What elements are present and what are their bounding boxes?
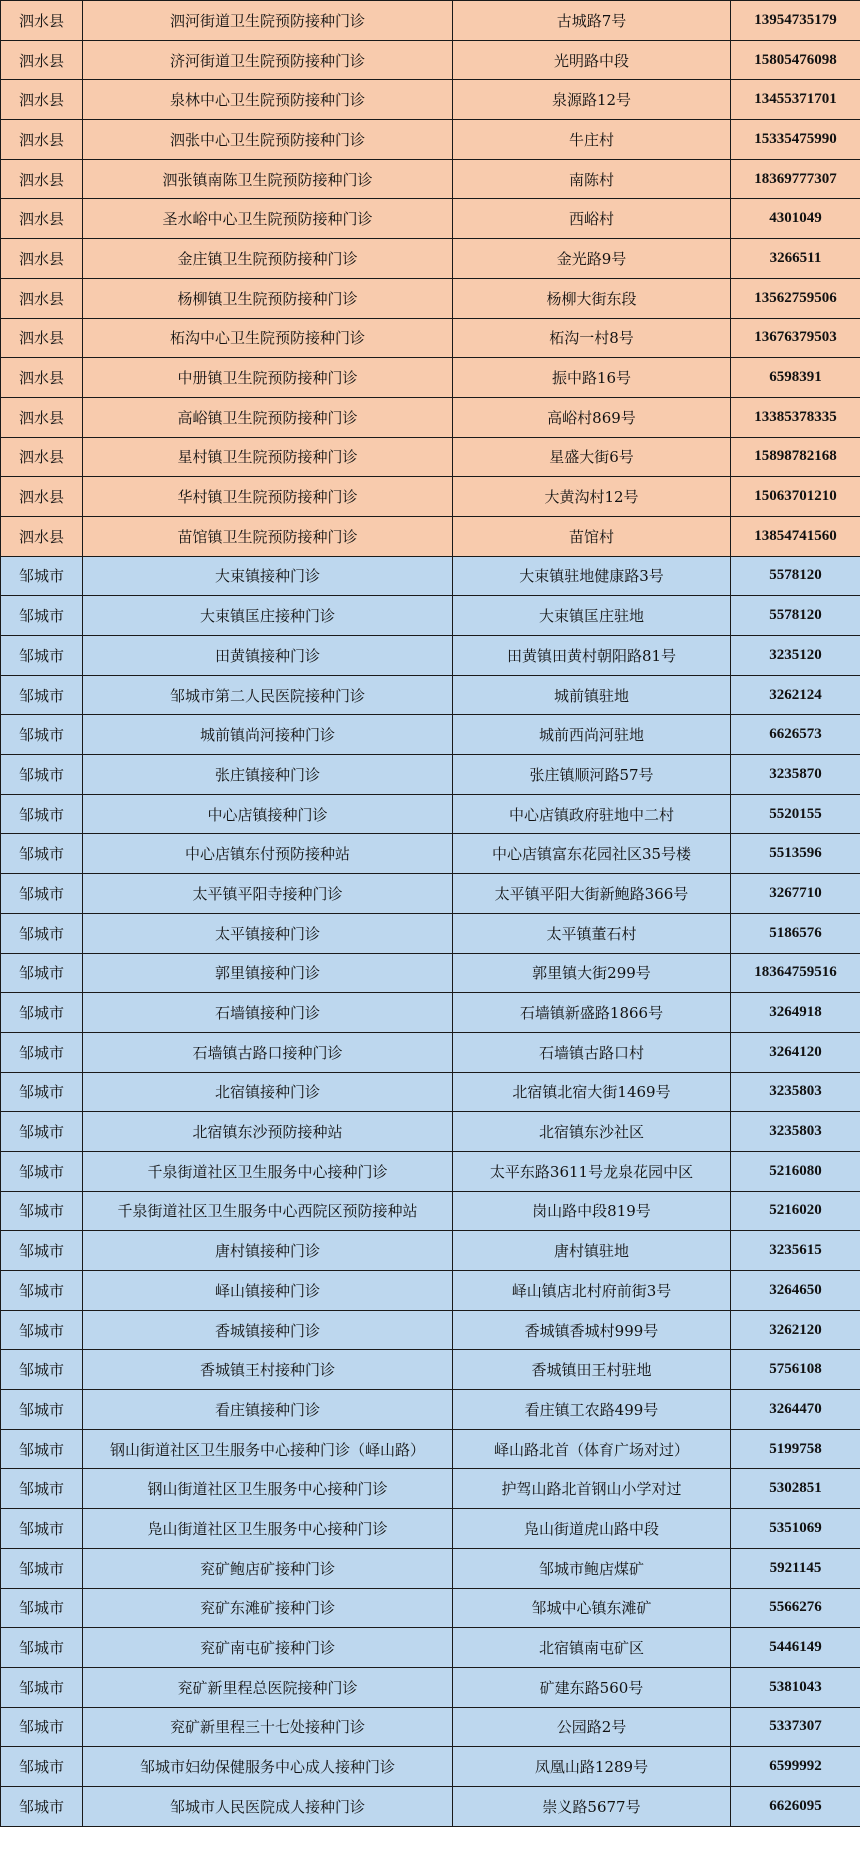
clinic-name-cell: 泗张中心卫生院预防接种门诊 [83, 120, 453, 160]
phone-cell: 3264470 [731, 1390, 860, 1430]
county-cell: 邹城市 [1, 1707, 83, 1747]
clinic-name-cell: 石墙镇古路口接种门诊 [83, 1032, 453, 1072]
address-cell: 高峪村869号 [453, 397, 731, 437]
county-cell: 邹城市 [1, 913, 83, 953]
phone-cell: 3235870 [731, 755, 860, 795]
table-row [1, 874, 860, 914]
address-cell: 崇义路5677号 [453, 1786, 731, 1826]
clinic-name-cell: 郭里镇接种门诊 [83, 953, 453, 993]
address-cell: 大黄沟村12号 [453, 477, 731, 517]
clinic-name-cell: 大束镇接种门诊 [83, 556, 453, 596]
address-cell: 城前西尚河驻地 [453, 715, 731, 755]
phone-cell: 13954735179 [731, 1, 860, 41]
phone-cell: 6626095 [731, 1786, 860, 1826]
county-cell: 邹城市 [1, 755, 83, 795]
table-row [1, 1628, 860, 1668]
county-cell: 邹城市 [1, 675, 83, 715]
county-cell: 邹城市 [1, 1667, 83, 1707]
table-row [1, 278, 860, 318]
table-row [1, 1588, 860, 1628]
table-row [1, 556, 860, 596]
address-cell: 峄山路北首（体育广场对过） [453, 1429, 731, 1469]
county-cell: 邹城市 [1, 1469, 83, 1509]
clinic-name-cell: 苗馆镇卫生院预防接种门诊 [83, 516, 453, 556]
clinic-name-cell: 金庄镇卫生院预防接种门诊 [83, 239, 453, 279]
phone-cell: 3235120 [731, 636, 860, 676]
address-cell: 泉源路12号 [453, 80, 731, 120]
table-row [1, 80, 860, 120]
address-cell: 城前镇驻地 [453, 675, 731, 715]
county-cell: 邹城市 [1, 794, 83, 834]
phone-cell: 6598391 [731, 358, 860, 398]
county-cell: 邹城市 [1, 1191, 83, 1231]
address-cell: 柘沟一村8号 [453, 318, 731, 358]
address-cell: 邹城中心镇东滩矿 [453, 1588, 731, 1628]
phone-cell: 5186576 [731, 913, 860, 953]
table-row [1, 318, 860, 358]
phone-cell: 3267710 [731, 874, 860, 914]
clinic-name-cell: 兖矿南屯矿接种门诊 [83, 1628, 453, 1668]
table-row [1, 1072, 860, 1112]
phone-cell: 5337307 [731, 1707, 860, 1747]
phone-cell: 15063701210 [731, 477, 860, 517]
address-cell: 郭里镇大街299号 [453, 953, 731, 993]
address-cell: 大束镇匡庄驻地 [453, 596, 731, 636]
address-cell: 石墙镇新盛路1866号 [453, 993, 731, 1033]
county-cell: 邹城市 [1, 715, 83, 755]
table-row [1, 159, 860, 199]
table-row [1, 675, 860, 715]
address-cell: 张庄镇顺河路57号 [453, 755, 731, 795]
phone-cell: 5216080 [731, 1151, 860, 1191]
address-cell: 护驾山路北首钢山小学对过 [453, 1469, 731, 1509]
clinic-name-cell: 中心店镇接种门诊 [83, 794, 453, 834]
address-cell: 牛庄村 [453, 120, 731, 160]
county-cell: 邹城市 [1, 1548, 83, 1588]
clinic-name-cell: 兖矿鲍店矿接种门诊 [83, 1548, 453, 1588]
county-cell: 泗水县 [1, 358, 83, 398]
phone-cell: 3235615 [731, 1231, 860, 1271]
table-row [1, 1707, 860, 1747]
clinic-name-cell: 兖矿新里程总医院接种门诊 [83, 1667, 453, 1707]
clinic-name-cell: 北宿镇接种门诊 [83, 1072, 453, 1112]
clinic-name-cell: 张庄镇接种门诊 [83, 755, 453, 795]
table-row [1, 1151, 860, 1191]
phone-cell: 18364759516 [731, 953, 860, 993]
address-cell: 峄山镇店北村府前街3号 [453, 1271, 731, 1311]
clinic-name-cell: 柘沟中心卫生院预防接种门诊 [83, 318, 453, 358]
county-cell: 邹城市 [1, 1390, 83, 1430]
table-row [1, 239, 860, 279]
table-row [1, 1112, 860, 1152]
phone-cell: 6599992 [731, 1747, 860, 1787]
phone-cell: 13854741560 [731, 516, 860, 556]
phone-cell: 5578120 [731, 596, 860, 636]
clinic-name-cell: 中心店镇东付预防接种站 [83, 834, 453, 874]
county-cell: 泗水县 [1, 159, 83, 199]
clinic-name-cell: 田黄镇接种门诊 [83, 636, 453, 676]
phone-cell: 13562759506 [731, 278, 860, 318]
clinic-name-cell: 中册镇卫生院预防接种门诊 [83, 358, 453, 398]
county-cell: 邹城市 [1, 1072, 83, 1112]
address-cell: 田黄镇田黄村朝阳路81号 [453, 636, 731, 676]
clinic-name-cell: 太平镇接种门诊 [83, 913, 453, 953]
phone-cell: 3262120 [731, 1310, 860, 1350]
phone-cell: 5520155 [731, 794, 860, 834]
address-cell: 金光路9号 [453, 239, 731, 279]
clinic-name-cell: 北宿镇东沙预防接种站 [83, 1112, 453, 1152]
phone-cell: 13455371701 [731, 80, 860, 120]
phone-cell: 5566276 [731, 1588, 860, 1628]
phone-cell: 5199758 [731, 1429, 860, 1469]
clinic-name-cell: 星村镇卫生院预防接种门诊 [83, 437, 453, 477]
clinic-name-cell: 华村镇卫生院预防接种门诊 [83, 477, 453, 517]
table-row [1, 199, 860, 239]
clinic-name-cell: 钢山街道社区卫生服务中心接种门诊 [83, 1469, 453, 1509]
table-row [1, 1548, 860, 1588]
clinic-name-cell: 城前镇尚河接种门诊 [83, 715, 453, 755]
county-cell: 泗水县 [1, 1, 83, 41]
county-cell: 邹城市 [1, 834, 83, 874]
phone-cell: 15898782168 [731, 437, 860, 477]
clinic-name-cell: 太平镇平阳寺接种门诊 [83, 874, 453, 914]
county-cell: 邹城市 [1, 953, 83, 993]
address-cell: 中心店镇富东花园社区35号楼 [453, 834, 731, 874]
table-row [1, 834, 860, 874]
table-row [1, 715, 860, 755]
address-cell: 香城镇香城村999号 [453, 1310, 731, 1350]
county-cell: 邹城市 [1, 636, 83, 676]
clinic-name-cell: 千泉街道社区卫生服务中心接种门诊 [83, 1151, 453, 1191]
clinic-name-cell: 兖矿新里程三十七处接种门诊 [83, 1707, 453, 1747]
clinic-name-cell: 邹城市妇幼保健服务中心成人接种门诊 [83, 1747, 453, 1787]
county-cell: 邹城市 [1, 596, 83, 636]
table-row [1, 1231, 860, 1271]
county-cell: 邹城市 [1, 1271, 83, 1311]
county-cell: 泗水县 [1, 80, 83, 120]
address-cell: 香城镇田王村驻地 [453, 1350, 731, 1390]
phone-cell: 3266511 [731, 239, 860, 279]
clinic-name-cell: 大束镇匡庄接种门诊 [83, 596, 453, 636]
address-cell: 邹城市鲍店煤矿 [453, 1548, 731, 1588]
county-cell: 泗水县 [1, 278, 83, 318]
table-row [1, 596, 860, 636]
table-row [1, 1, 860, 41]
clinic-name-cell: 杨柳镇卫生院预防接种门诊 [83, 278, 453, 318]
address-cell: 公园路2号 [453, 1707, 731, 1747]
phone-cell: 13385378335 [731, 397, 860, 437]
clinic-name-cell: 看庄镇接种门诊 [83, 1390, 453, 1430]
table-row [1, 1271, 860, 1311]
phone-cell: 3262124 [731, 675, 860, 715]
clinic-name-cell: 圣水峪中心卫生院预防接种门诊 [83, 199, 453, 239]
county-cell: 泗水县 [1, 397, 83, 437]
address-cell: 岗山路中段819号 [453, 1191, 731, 1231]
county-cell: 邹城市 [1, 1310, 83, 1350]
phone-cell: 5351069 [731, 1509, 860, 1549]
clinic-name-cell: 唐村镇接种门诊 [83, 1231, 453, 1271]
clinic-name-cell: 香城镇王村接种门诊 [83, 1350, 453, 1390]
table-row [1, 1350, 860, 1390]
table-row [1, 1032, 860, 1072]
county-cell: 邹城市 [1, 556, 83, 596]
county-cell: 泗水县 [1, 199, 83, 239]
phone-cell: 5756108 [731, 1350, 860, 1390]
phone-cell: 6626573 [731, 715, 860, 755]
county-cell: 邹城市 [1, 993, 83, 1033]
county-cell: 泗水县 [1, 40, 83, 80]
county-cell: 邹城市 [1, 874, 83, 914]
county-cell: 泗水县 [1, 318, 83, 358]
phone-cell: 15335475990 [731, 120, 860, 160]
county-cell: 邹城市 [1, 1231, 83, 1271]
clinic-name-cell: 凫山街道社区卫生服务中心接种门诊 [83, 1509, 453, 1549]
table-row [1, 120, 860, 160]
clinic-name-cell: 钢山街道社区卫生服务中心接种门诊（峄山路） [83, 1429, 453, 1469]
address-cell: 太平镇平阳大街新鲍路366号 [453, 874, 731, 914]
county-cell: 泗水县 [1, 120, 83, 160]
county-cell: 邹城市 [1, 1032, 83, 1072]
address-cell: 南陈村 [453, 159, 731, 199]
address-cell: 北宿镇北宿大街1469号 [453, 1072, 731, 1112]
table-row [1, 993, 860, 1033]
address-cell: 振中路16号 [453, 358, 731, 398]
table-row [1, 755, 860, 795]
address-cell: 看庄镇工农路499号 [453, 1390, 731, 1430]
table-row [1, 794, 860, 834]
phone-cell: 5302851 [731, 1469, 860, 1509]
county-cell: 泗水县 [1, 477, 83, 517]
address-cell: 唐村镇驻地 [453, 1231, 731, 1271]
county-cell: 泗水县 [1, 239, 83, 279]
table-row [1, 40, 860, 80]
address-cell: 北宿镇东沙社区 [453, 1112, 731, 1152]
phone-cell: 15805476098 [731, 40, 860, 80]
address-cell: 苗馆村 [453, 516, 731, 556]
table-row [1, 1390, 860, 1430]
phone-cell: 5216020 [731, 1191, 860, 1231]
clinic-name-cell: 兖矿东滩矿接种门诊 [83, 1588, 453, 1628]
phone-cell: 5513596 [731, 834, 860, 874]
address-cell: 中心店镇政府驻地中二村 [453, 794, 731, 834]
phone-cell: 3264120 [731, 1032, 860, 1072]
county-cell: 邹城市 [1, 1747, 83, 1787]
clinic-name-cell: 高峪镇卫生院预防接种门诊 [83, 397, 453, 437]
table-row [1, 1747, 860, 1787]
address-cell: 大束镇驻地健康路3号 [453, 556, 731, 596]
address-cell: 太平镇董石村 [453, 913, 731, 953]
county-cell: 邹城市 [1, 1429, 83, 1469]
address-cell: 北宿镇南屯矿区 [453, 1628, 731, 1668]
clinic-name-cell: 香城镇接种门诊 [83, 1310, 453, 1350]
address-cell: 杨柳大街东段 [453, 278, 731, 318]
address-cell: 凤凰山路1289号 [453, 1747, 731, 1787]
county-cell: 邹城市 [1, 1509, 83, 1549]
phone-cell: 5381043 [731, 1667, 860, 1707]
table-row [1, 636, 860, 676]
address-cell: 星盛大街6号 [453, 437, 731, 477]
clinic-name-cell: 峄山镇接种门诊 [83, 1271, 453, 1311]
table-row [1, 913, 860, 953]
phone-cell: 18369777307 [731, 159, 860, 199]
clinic-name-cell: 石墙镇接种门诊 [83, 993, 453, 1033]
table-row [1, 516, 860, 556]
county-cell: 邹城市 [1, 1112, 83, 1152]
phone-cell: 3264918 [731, 993, 860, 1033]
clinic-table-body [1, 1, 860, 1827]
address-cell: 西峪村 [453, 199, 731, 239]
table-row [1, 1310, 860, 1350]
clinic-name-cell: 泉林中心卫生院预防接种门诊 [83, 80, 453, 120]
county-cell: 邹城市 [1, 1588, 83, 1628]
table-row [1, 953, 860, 993]
county-cell: 邹城市 [1, 1786, 83, 1826]
address-cell: 光明路中段 [453, 40, 731, 80]
clinic-name-cell: 邹城市人民医院成人接种门诊 [83, 1786, 453, 1826]
county-cell: 邹城市 [1, 1151, 83, 1191]
clinic-name-cell: 泗张镇南陈卫生院预防接种门诊 [83, 159, 453, 199]
county-cell: 邹城市 [1, 1628, 83, 1668]
county-cell: 邹城市 [1, 1350, 83, 1390]
county-cell: 泗水县 [1, 516, 83, 556]
phone-cell: 3235803 [731, 1112, 860, 1152]
phone-cell: 5446149 [731, 1628, 860, 1668]
table-row [1, 1667, 860, 1707]
county-cell: 泗水县 [1, 437, 83, 477]
address-cell: 石墙镇古路口村 [453, 1032, 731, 1072]
clinic-name-cell: 千泉街道社区卫生服务中心西院区预防接种站 [83, 1191, 453, 1231]
phone-cell: 5921145 [731, 1548, 860, 1588]
phone-cell: 4301049 [731, 199, 860, 239]
clinic-name-cell: 济河街道卫生院预防接种门诊 [83, 40, 453, 80]
address-cell: 太平东路3611号龙泉花园中区 [453, 1151, 731, 1191]
address-cell: 古城路7号 [453, 1, 731, 41]
phone-cell: 3235803 [731, 1072, 860, 1112]
table-row [1, 397, 860, 437]
table-row [1, 1191, 860, 1231]
table-row [1, 1509, 860, 1549]
address-cell: 矿建东路560号 [453, 1667, 731, 1707]
clinic-name-cell: 邹城市第二人民医院接种门诊 [83, 675, 453, 715]
phone-cell: 3264650 [731, 1271, 860, 1311]
table-row [1, 1786, 860, 1826]
table-row [1, 477, 860, 517]
table-row [1, 1469, 860, 1509]
table-row [1, 1429, 860, 1469]
table-row [1, 358, 860, 398]
phone-cell: 5578120 [731, 556, 860, 596]
phone-cell: 13676379503 [731, 318, 860, 358]
clinic-name-cell: 泗河街道卫生院预防接种门诊 [83, 1, 453, 41]
table-row [1, 437, 860, 477]
address-cell: 凫山街道虎山路中段 [453, 1509, 731, 1549]
